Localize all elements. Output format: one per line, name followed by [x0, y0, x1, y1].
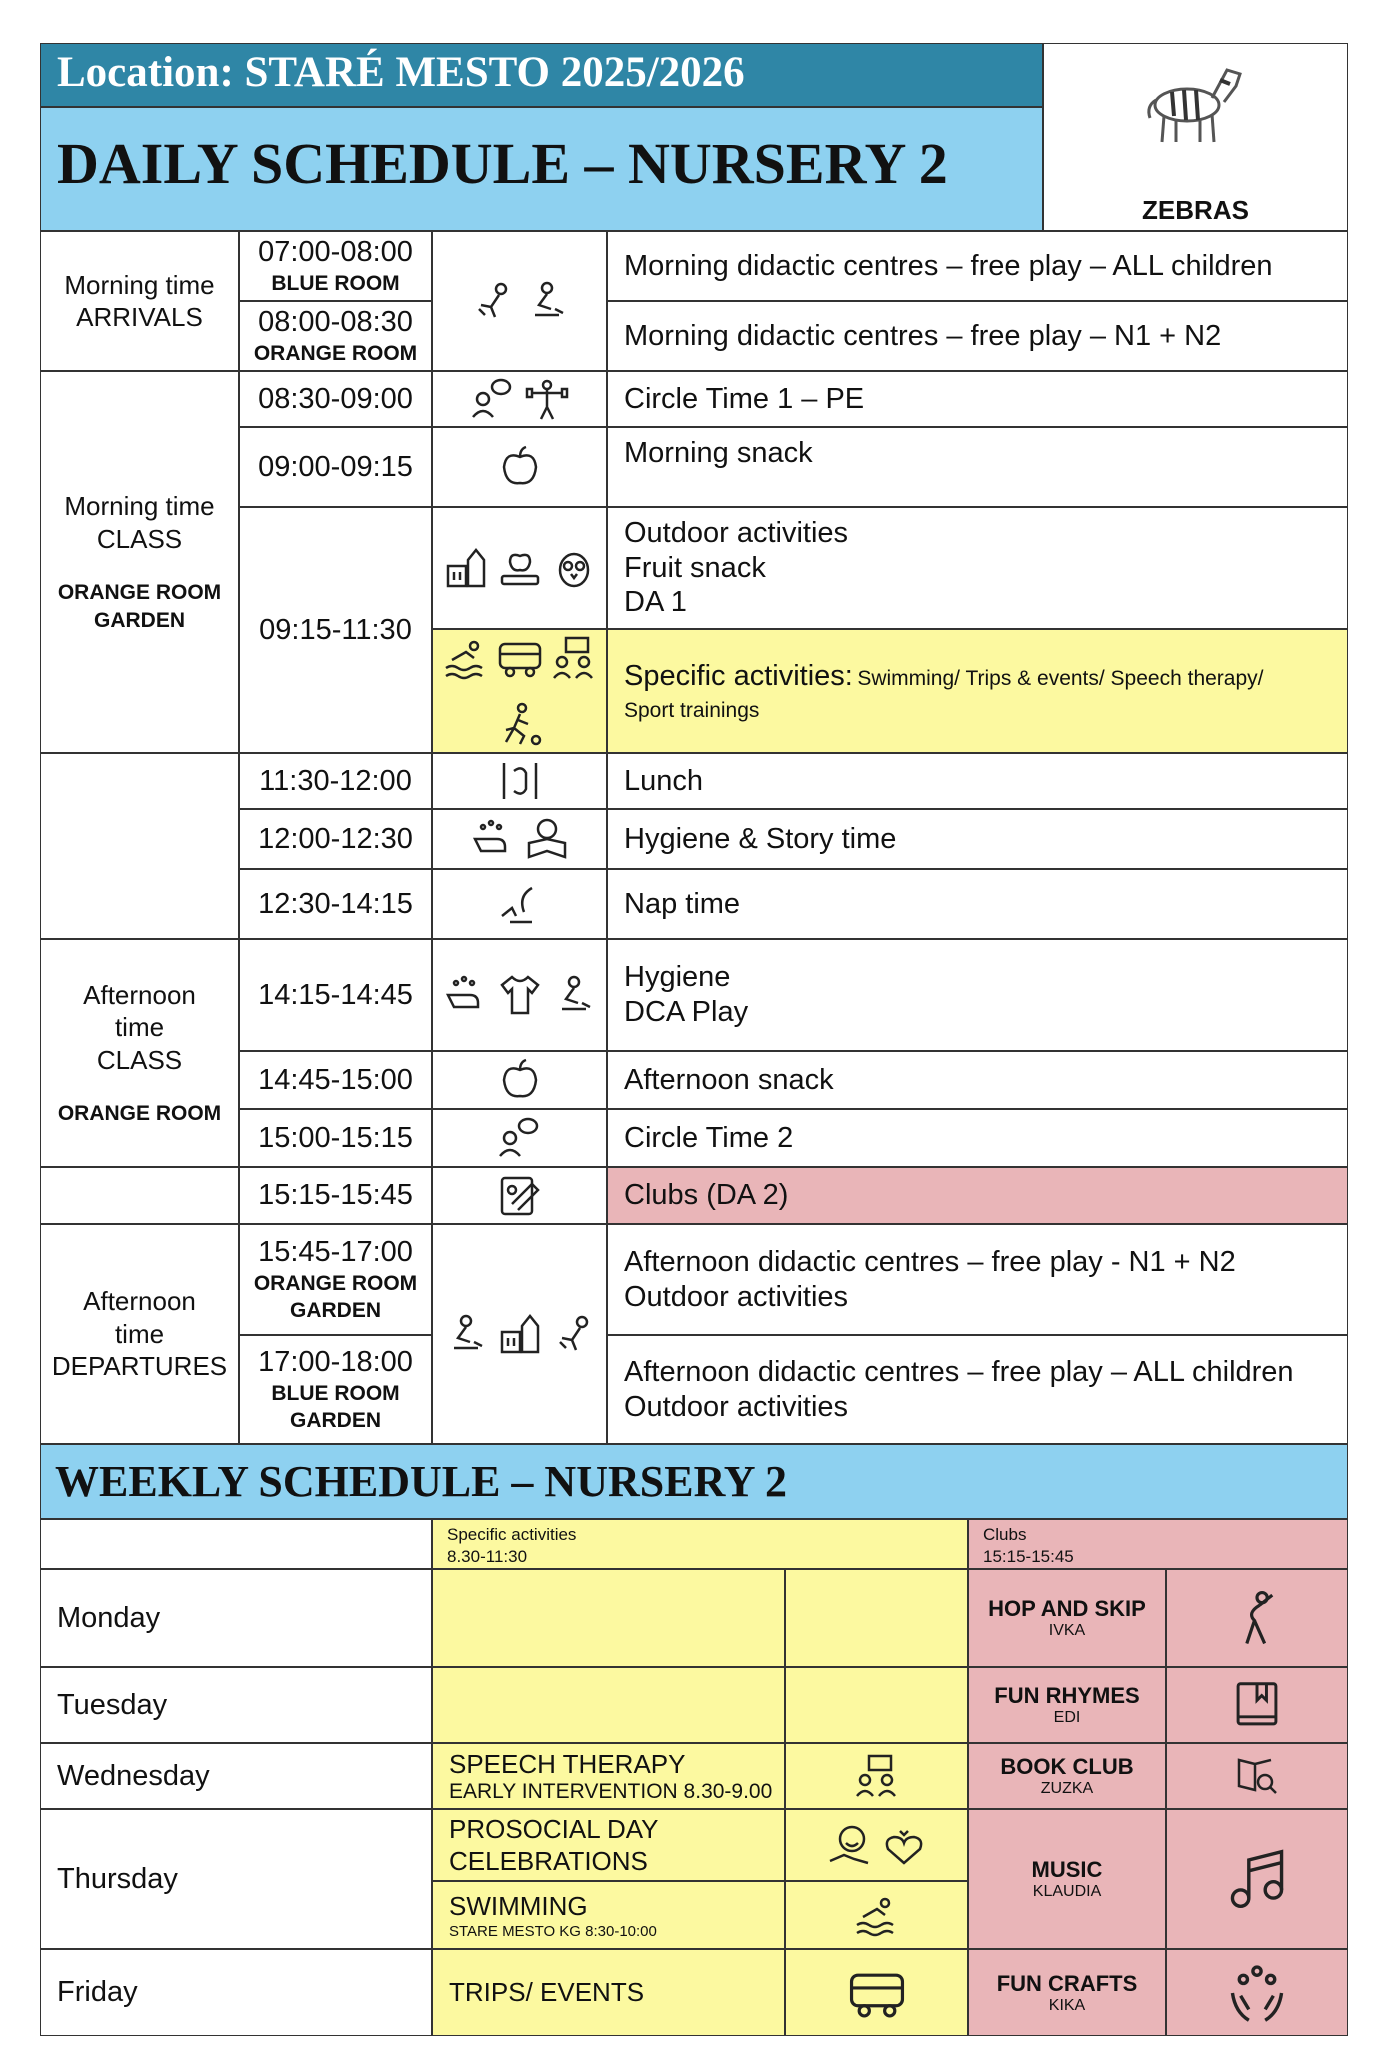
activity-cell: Nap time: [607, 869, 1348, 939]
apple-icon: [498, 445, 542, 489]
apple-laptop-icon: [498, 546, 542, 590]
time-room: BLUE ROOM: [271, 271, 400, 295]
icon-cell: [432, 1224, 607, 1444]
swimming-icon: [444, 636, 488, 680]
wednesday-activity: [432, 1743, 785, 1809]
club-icon-cell: [1166, 1949, 1348, 2036]
location-banner: Location: STARÉ MESTO 2025/2026: [40, 43, 1043, 107]
thursday-activity-1: [432, 1809, 785, 1881]
header-time: 8.30-11:30: [447, 1547, 528, 1567]
gift-heart-icon: [882, 1823, 926, 1867]
time-room: GARDEN: [289, 1408, 381, 1432]
schedule-sheet: [40, 43, 1348, 2013]
circle-talk-icon: [471, 377, 515, 421]
apple-icon: [498, 1058, 542, 1102]
time-cell: 15:15-15:45: [239, 1167, 432, 1224]
wednesday-icon-cell: [785, 1743, 968, 1809]
time-cell: [239, 231, 432, 301]
running-icon: [498, 702, 542, 746]
exercise-icon: [525, 377, 569, 421]
icon-cell: [432, 809, 607, 869]
club-thursday: [968, 1809, 1166, 1949]
icon-cell: [432, 1051, 607, 1109]
group-label: ZEBRAS: [1142, 195, 1249, 225]
group-line: CLASS: [96, 1044, 183, 1075]
time-cell: 14:15-14:45: [239, 939, 432, 1051]
tuesday-icon-cell: [785, 1667, 968, 1743]
time-cell: 09:15-11:30: [239, 507, 432, 753]
club-monday: [968, 1569, 1166, 1667]
time-cell: 08:30-09:00: [239, 371, 432, 427]
club-icon-cell: [1166, 1569, 1348, 1667]
club-icon-cell: [1166, 1809, 1348, 1949]
dancer-icon: [1229, 1586, 1285, 1650]
child-building-icon: [552, 973, 596, 1017]
monday-activity: [432, 1569, 785, 1667]
activity-line: CELEBRATIONS: [449, 1846, 648, 1876]
clubs-header: [968, 1519, 1348, 1569]
icon-cell: [432, 427, 607, 507]
club-teacher: EDI: [1053, 1709, 1081, 1726]
group-line: Morning time: [64, 491, 215, 522]
group-line: Morning time: [64, 269, 215, 300]
book-icon: [1231, 1677, 1283, 1733]
time-room: ORANGE ROOM: [253, 1271, 418, 1295]
group-line: DEPARTURES: [51, 1351, 228, 1382]
activity-cell: Circle Time 2: [607, 1109, 1348, 1167]
clothes-icon: [498, 973, 542, 1017]
bus-icon: [498, 636, 542, 680]
group-empty: [40, 1167, 239, 1224]
icon-cell: [432, 753, 607, 809]
group-room: GARDEN: [93, 608, 185, 632]
activity-cell: Morning didactic centres – free play – N1 + N2: [607, 301, 1348, 371]
club-teacher: KIKA: [1048, 1996, 1086, 2014]
icon-cell: [432, 231, 607, 371]
hand-washing-icon: [471, 817, 515, 861]
activity-cell: [607, 1335, 1348, 1444]
music-note-icon: [1227, 1849, 1287, 1909]
header-label: Specific activities: [447, 1525, 577, 1544]
day-thursday: Thursday: [40, 1809, 432, 1949]
activity-line: PROSOCIAL DAY: [449, 1813, 659, 1844]
header-time: 15:15-15:45: [983, 1547, 1074, 1567]
activity-line: EARLY INTERVENTION 8.30-9.00: [449, 1780, 773, 1804]
group-room: ORANGE ROOM: [57, 1102, 222, 1126]
club-teacher: ZUZKA: [1040, 1780, 1094, 1797]
icon-cell: [432, 1167, 607, 1224]
club-name: HOP AND SKIP: [988, 1596, 1146, 1621]
child-playing-icon: [552, 1312, 596, 1356]
specific-activities-header: [432, 1519, 968, 1569]
activity-line: Outdoor activities: [624, 516, 849, 549]
friday-icon-cell: [785, 1949, 968, 2036]
specific-label: Specific activities:: [624, 659, 853, 692]
time-cell: 09:00-09:15: [239, 427, 432, 507]
child-building-icon: [525, 279, 569, 323]
speech-therapy-icon: [855, 1754, 899, 1798]
activity-line: STARE MESTO KG 8:30-10:00: [449, 1922, 657, 1940]
day-monday: Monday: [40, 1569, 432, 1667]
club-name: MUSIC: [1031, 1857, 1103, 1882]
time-room: GARDEN: [289, 1298, 381, 1322]
friday-activity: TRIPS/ EVENTS: [432, 1949, 785, 2036]
group-morning-arrivals: [40, 231, 239, 371]
club-name: FUN CRAFTS: [996, 1970, 1138, 1996]
group-line: Afternoon: [83, 979, 196, 1010]
club-icon-cell: [1166, 1667, 1348, 1743]
icon-cell: [432, 869, 607, 939]
activity-line: DCA Play: [624, 996, 749, 1028]
time-cell: 12:00-12:30: [239, 809, 432, 869]
daily-title: DAILY SCHEDULE – NURSERY 2: [40, 107, 1043, 231]
nap-icon: [498, 882, 542, 926]
icon-cell: [432, 629, 607, 753]
child-building-icon: [444, 1312, 488, 1356]
day-friday: Friday: [40, 1949, 432, 2036]
monday-icon-cell: [785, 1569, 968, 1667]
time-cell: 12:30-14:15: [239, 869, 432, 939]
day-tuesday: Tuesday: [40, 1667, 432, 1743]
time-text: 07:00-08:00: [258, 235, 413, 268]
building-icon: [498, 1312, 542, 1356]
group-afternoon-departures: [40, 1224, 239, 1444]
time-room: BLUE ROOM: [271, 1381, 400, 1405]
thursday-icon-cell-2: [785, 1881, 968, 1949]
time-cell: [239, 301, 432, 371]
cutlery-icon: [498, 759, 542, 803]
time-text: 15:45-17:00: [258, 1235, 413, 1268]
group-room: ORANGE ROOM: [57, 581, 222, 605]
activity-line: Outdoor activities: [624, 1390, 849, 1423]
activity-line: Fruit snack: [624, 551, 766, 584]
activity-line: Outdoor activities: [624, 1280, 849, 1313]
thursday-icon-cell-1: [785, 1809, 968, 1881]
club-teacher: IVKA: [1048, 1622, 1086, 1639]
story-book-icon: [525, 817, 569, 861]
time-room: ORANGE ROOM: [253, 341, 418, 365]
specific-detail: Sport trainings: [624, 699, 760, 723]
time-cell: 15:00-15:15: [239, 1109, 432, 1167]
activity-line: SWIMMING: [449, 1891, 588, 1922]
group-afternoon-class: [40, 939, 239, 1167]
group-line: CLASS: [96, 523, 183, 554]
weekly-header-empty: [40, 1519, 432, 1569]
hand-washing-icon: [444, 973, 488, 1017]
activity-cell: Hygiene & Story time: [607, 809, 1348, 869]
time-cell: 11:30-12:00: [239, 753, 432, 809]
group-empty: [40, 753, 239, 939]
club-friday: [968, 1949, 1166, 2036]
icon-cell: [432, 507, 607, 629]
zebra-icon: [1132, 50, 1252, 150]
clubs-icon: [498, 1174, 542, 1218]
club-teacher: KLAUDIA: [1032, 1883, 1102, 1900]
bus-icon: [845, 1965, 909, 2021]
group-morning-class: [40, 371, 239, 753]
icon-cell: [432, 1109, 607, 1167]
header-label: Clubs: [983, 1525, 1027, 1544]
time-cell: [239, 1335, 432, 1444]
building-icon: [444, 546, 488, 590]
child-playing-icon: [471, 279, 515, 323]
activity-cell: Afternoon snack: [607, 1051, 1348, 1109]
weekly-title: WEEKLY SCHEDULE – NURSERY 2: [40, 1444, 1348, 1519]
activity-cell: Morning snack: [607, 427, 1348, 507]
activity-line: SPEECH THERAPY: [449, 1748, 686, 1779]
day-wednesday: Wednesday: [40, 1743, 432, 1809]
icon-cell: [432, 371, 607, 427]
crafts-icon: [1227, 1963, 1287, 2023]
speech-therapy-icon: [552, 636, 596, 680]
activity-line: Afternoon didactic centres – free play - N1 + N2: [624, 1245, 1236, 1278]
group-line: Afternoon: [83, 1286, 196, 1317]
group-line: ARRIVALS: [76, 302, 203, 332]
thursday-activity-2: [432, 1881, 785, 1949]
circle-talk-icon: [498, 1116, 542, 1160]
time-cell: [239, 1224, 432, 1335]
activity-cell: [607, 1224, 1348, 1335]
reading-book-icon: [1235, 1754, 1279, 1798]
activity-line: DA 1: [624, 586, 687, 619]
club-wednesday: [968, 1743, 1166, 1809]
specific-detail: Swimming/ Trips & events/ Speech therapy/: [857, 666, 1264, 690]
club-tuesday: [968, 1667, 1166, 1743]
club-icon-cell: [1166, 1743, 1348, 1809]
owl-icon: [552, 546, 596, 590]
activity-line: Hygiene: [624, 961, 731, 994]
activity-cell: Morning didactic centres – free play – ALL children: [607, 231, 1348, 301]
time-text: 17:00-18:00: [258, 1345, 413, 1378]
club-name: BOOK CLUB: [1000, 1754, 1134, 1779]
tuesday-activity: [432, 1667, 785, 1743]
activity-cell: [607, 507, 1348, 629]
club-name: FUN RHYMES: [994, 1683, 1140, 1708]
specific-activities-cell: [607, 629, 1348, 753]
activity-line: Afternoon didactic centres – free play – ALL children: [624, 1355, 1294, 1388]
clubs-activity-cell: Clubs (DA 2): [607, 1167, 1348, 1224]
group-line: time: [114, 1318, 165, 1349]
group-line: time: [114, 1012, 165, 1043]
activity-cell: Circle Time 1 – PE: [607, 371, 1348, 427]
time-cell: 14:45-15:00: [239, 1051, 432, 1109]
prosocial-icon: [828, 1823, 872, 1867]
swimming-icon: [855, 1893, 899, 1937]
icon-cell: [432, 939, 607, 1051]
time-text: 08:00-08:30: [258, 305, 413, 338]
activity-cell: Lunch: [607, 753, 1348, 809]
activity-cell: [607, 939, 1348, 1051]
